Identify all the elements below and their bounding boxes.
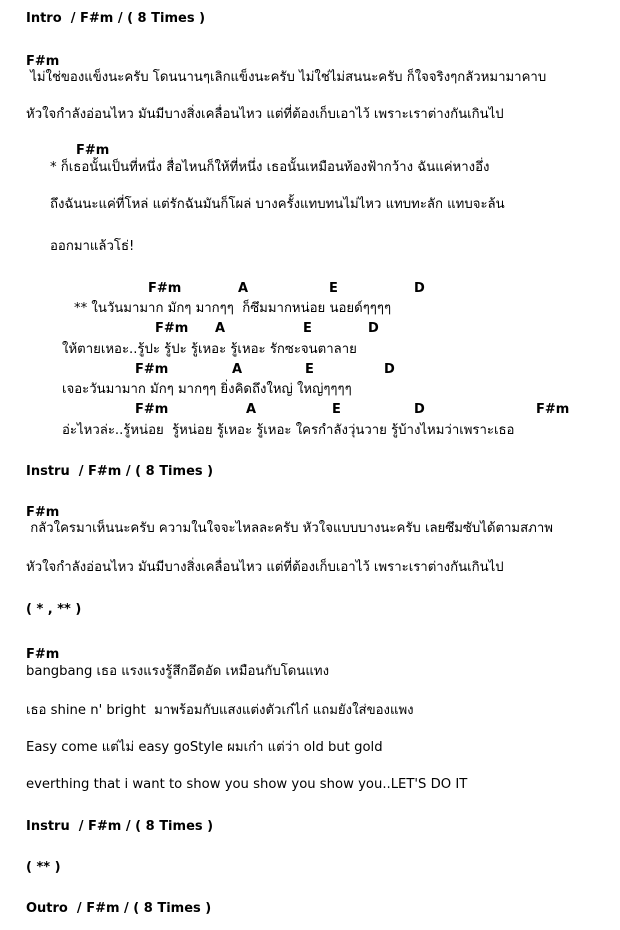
chord-label: A [238,281,249,296]
chord-label: D [384,362,395,377]
rap-line1: bangbang เธอ แรงแรงรู้สึกอึดอัด เหมือนกับโดนแทง [26,664,330,679]
rap-chord: F#m [26,647,60,662]
verse1-chord: F#m [26,54,60,69]
chorus-lyric: เจอะวันมามาก มักๆ มากๆๆ ยิ่งคิดถึงใหญ่ ใหญ่ๆๆๆๆ [62,382,352,397]
chorus-lyric: อ่ะไหวล่ะ..รู้หน่อย รู้หน่อย รู้เหอะ รู้เหอะ ใครกำลังวุ่นวาย รู้บ้างไหมว่าเพราะเธอ [62,423,515,438]
prechorus-line3: ออกมาแล้วโธ่! [50,239,135,254]
verse1-line1: ไม่ใช่ของแข็งนะครับ โดนนานๆเลิกแข็งนะครับ ไม่ใช่ไม่สนนะครับ ก็ใจจริงๆกลัวหมามาคาบ [26,70,547,85]
prechorus-line1: * ก็เธอนั้นเป็นที่หนึ่ง สื่อไหนก็ให้ที่หนึ่ง เธอนั้นเหมือนท้องฟ้ากว้าง ฉันแค่หางอึ่ง [50,160,490,175]
instru1-heading: Instru / F#m / ( 8 Times ) [26,464,214,479]
chorus-lyric: ** ในวันมามาก มักๆ มากๆๆ ก็ซึมมากหน่อย นอยด์ๆๆๆๆ [74,301,392,316]
repeat1-marker: ( * , ** ) [26,602,82,617]
chord-label: E [305,362,314,377]
instru2-heading: Instru / F#m / ( 8 Times ) [26,819,214,834]
rap-line3: Easy come แต่ไม่ easy goStyle ผมเก๋า แต่ว่า old but gold [26,740,383,755]
rap-line4: everthing that i want to show you show you show you..LET'S DO IT [26,777,468,792]
chord-label: F#m [135,362,169,377]
verse2-line2: หัวใจกำลังอ่อนไหว มันมีบางสิ่งเคลื่อนไหว แต่ที่ต้องเก็บเอาไว้ เพราะเราต่างกันเกินไป [26,560,504,575]
verse1-line2: หัวใจกำลังอ่อนไหว มันมีบางสิ่งเคลื่อนไหว แต่ที่ต้องเก็บเอาไว้ เพราะเราต่างกันเกินไป [26,107,504,122]
chord-label: A [215,321,226,336]
chord-label: D [414,402,425,417]
chord-label: F#m [155,321,189,336]
chord-label: E [332,402,341,417]
chorus-lyric: ให้ตายเหอะ..รู้ปะ รู้ปะ รู้เหอะ รู้เหอะ รักซะจนตาลาย [62,342,357,357]
chord-label: A [246,402,257,417]
chord-label: D [368,321,379,336]
chord-label: D [414,281,425,296]
chord-label: F#m [148,281,182,296]
chord-label: F#m [135,402,169,417]
verse2-line1: กลัวใครมาเห็นนะครับ ความในใจจะไหลละครับ หัวใจแบบบางนะครับ เลยซึมซับได้ตามสภาพ [26,521,553,536]
chord-label: A [232,362,243,377]
prechorus-chord: F#m [76,143,110,158]
verse2-chord: F#m [26,505,60,520]
repeat2-marker: ( ** ) [26,860,61,875]
intro-heading: Intro / F#m / ( 8 Times ) [26,11,206,26]
rap-line2: เธอ shine n' bright มาพร้อมกับแสงแต่งตัวเก๋ไก๋ แถมยังใส่ของแพง [26,703,414,718]
chord-label: F#m [536,402,570,417]
chord-label: E [329,281,338,296]
chord-label: E [303,321,312,336]
outro-heading: Outro / F#m / ( 8 Times ) [26,901,212,916]
prechorus-line2: ถึงฉันนะแค่ที่โหล่ แต่รักฉันมันก็โผล่ บางครั้งแทบทนไม่ไหว แทบทะลัก แทบจะล้น [50,197,505,212]
